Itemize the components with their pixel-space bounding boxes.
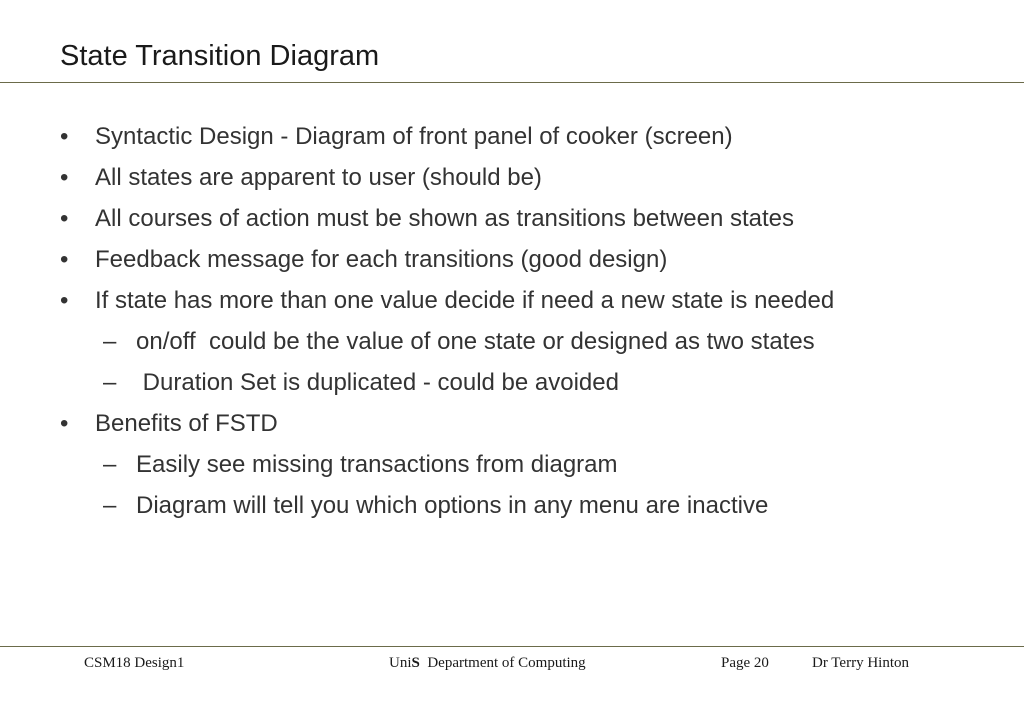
footer-uni-prefix: Uni bbox=[389, 655, 412, 671]
bullet-text: Duration Set is duplicated - could be avoided bbox=[136, 369, 619, 396]
sub-bullet-item bbox=[0, 366, 896, 399]
bullet-text: Benefits of FSTD bbox=[95, 410, 278, 437]
bullet-text: Diagram will tell you which options in any menu are inactive bbox=[136, 492, 769, 519]
dash-marker: – bbox=[103, 369, 117, 396]
bullet-text: Syntactic Design - Diagram of front panel of cooker (screen) bbox=[95, 123, 733, 150]
slide-title: State Transition Diagram bbox=[60, 40, 380, 72]
bullet-text: on/off could be the value of one state or designed as two states bbox=[136, 328, 815, 355]
title-divider bbox=[0, 82, 1024, 83]
bullet-text: Feedback message for each transitions (good design) bbox=[95, 246, 668, 273]
sub-bullet-item bbox=[0, 489, 896, 522]
bullet-item bbox=[0, 161, 895, 194]
bullet-marker: • bbox=[60, 287, 69, 314]
sub-bullet-item bbox=[0, 325, 896, 358]
bullet-text: All courses of action must be shown as transitions between states bbox=[95, 205, 795, 232]
bullet-item bbox=[0, 284, 895, 317]
bullet-item bbox=[0, 243, 895, 276]
footer-uni-bold: S bbox=[411, 655, 420, 671]
footer-department bbox=[389, 655, 586, 672]
footer-page-number: Page 20 bbox=[721, 655, 769, 671]
bullet-text: Easily see missing transactions from diagram bbox=[136, 451, 618, 478]
dash-marker: – bbox=[103, 492, 117, 519]
bullet-marker: • bbox=[60, 205, 69, 232]
bullet-marker: • bbox=[60, 123, 69, 150]
sub-bullet-item bbox=[0, 448, 896, 481]
bullet-marker: • bbox=[60, 164, 69, 191]
footer-course: CSM18 Design1 bbox=[84, 655, 185, 671]
bullet-item bbox=[0, 202, 895, 235]
footer-divider bbox=[0, 646, 1024, 647]
bullet-list bbox=[0, 120, 1024, 530]
bullet-item bbox=[0, 120, 895, 153]
footer-department-text: Department of Computing bbox=[419, 655, 586, 671]
bullet-text: All states are apparent to user (should be) bbox=[95, 164, 542, 191]
bullet-marker: • bbox=[60, 410, 69, 437]
dash-marker: – bbox=[103, 451, 117, 478]
dash-marker: – bbox=[103, 328, 117, 355]
bullet-marker: • bbox=[60, 246, 69, 273]
bullet-item bbox=[0, 407, 895, 440]
bullet-text: If state has more than one value decide if need a new state is needed bbox=[95, 287, 835, 314]
footer-author: Dr Terry Hinton bbox=[812, 655, 909, 671]
